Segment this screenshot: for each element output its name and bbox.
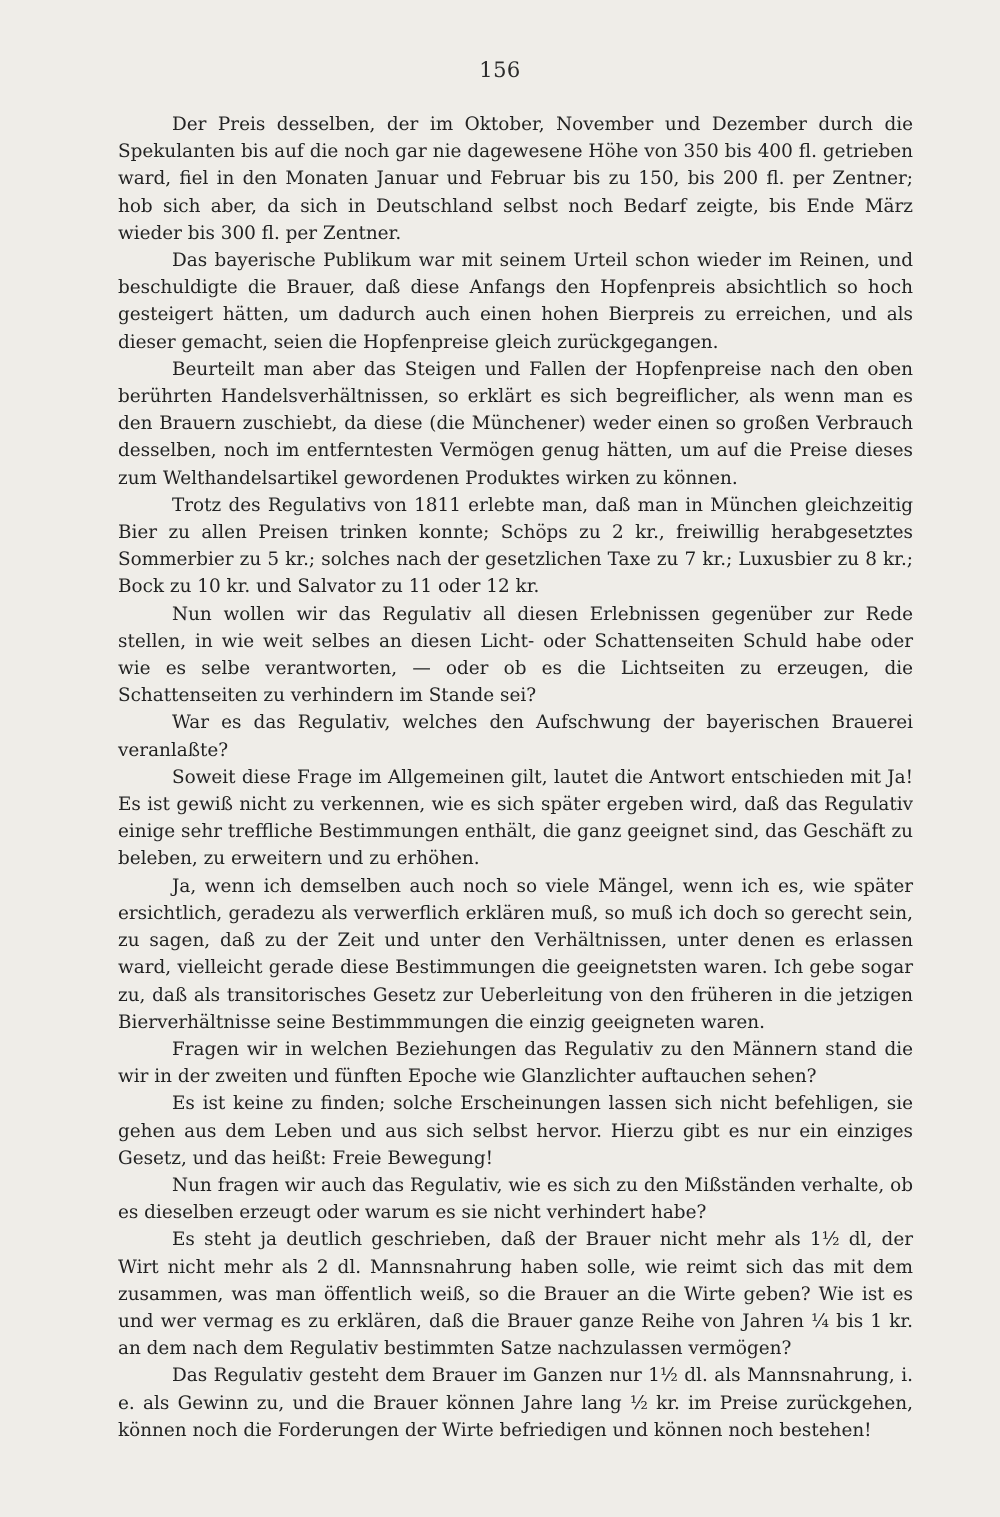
paragraph: Soweit diese Frage im Allgemeinen gilt, lautet die Antwort entschieden mit Ja! Es ist gewiß nicht zu verkennen, wie es sich später ergeben wird, daß das Regulativ einige sehr treffliche Bestimmungen enthält, die ganz geeignet sind, das Geschäft zu beleben, zu erweitern und zu erhöhen. [118, 766, 913, 870]
paragraph: Das bayerische Publikum war mit seinem Urteil schon wieder im Reinen, und beschuldigte die Brauer, daß diese Anfangs den Hopfenpreis absichtlich so hoch gesteigert hätten, um dadurch auch einen hohen Bierpreis zu erreichen, und als dieser gemacht, seien die Hopfenpreise gleich zurückgegangen. [118, 250, 913, 353]
paragraph: War es das Regulativ, welches den Aufschwung der bayerischen Brauerei veranlaßte? [118, 712, 913, 761]
paragraph: Der Preis desselben, der im Oktober, November und Dezember durch die Spekulanten bis auf die noch gar nie dagewesene Höhe von 350 bis 400 fl. getrieben ward, fiel in den Monaten Januar und Februar bis zu 150, bis 200 fl. per Zentner; hob sich aber, da sich in Deutschland selbst noch Bedarf zeigte, bis Ende März wieder bis 300 fl. per Zentner. [118, 114, 913, 244]
paragraph: Nun wollen wir das Regulativ all diesen Erlebnissen gegenüber zur Rede stellen, in wie weit selbes an diesen Licht- oder Schattenseiten Schuld habe oder wie es selbe verantworten, — oder ob es die Lichtseiten zu erzeugen, die Schattenseiten zu verhindern im Stande sei? [118, 603, 913, 707]
paragraph: Fragen wir in welchen Beziehungen das Regulativ zu den Männern stand die wir in der zweiten und fünften Epoche wie Glanzlichter auftauchen sehen? [118, 1038, 913, 1088]
paragraph: Nun fragen wir auch das Regulativ, wie es sich zu den Mißständen verhalte, ob es dieselben erzeugt oder warum es sie nicht verhindert habe? [118, 1174, 913, 1224]
paragraph: Es ist keine zu finden; solche Erscheinungen lassen sich nicht befehligen, sie gehen aus dem Leben und aus sich selbst hervor. Hierzu gibt es nur ein einziges Gesetz, und das heißt: Freie Bewegung! [118, 1093, 913, 1169]
paragraph: Beurteilt man aber das Steigen und Fallen der Hopfenpreise nach den oben berührten Handelsverhältnissen, so erklärt es sich begreiflicher, als wenn man es den Brauern zuschiebt, da diese (die Münchener) weder einen so großen Verbrauch desselben, noch im entferntesten Vermögen genug hätten, um auf die Preise dieses zum Welthandelsartikel gewordenen Produktes wirken zu können. [118, 358, 913, 489]
paragraph: Das Regulativ gesteht dem Brauer im Ganzen nur 1½ dl. als Mannsnahrung, i. e. als Gewinn zu, und die Brauer können Jahre lang ½ kr. im Preise zurückgehen, können noch die Forderungen der Wirte befriedigen und können noch bestehen! [118, 1365, 913, 1441]
paragraph: Trotz des Regulativs von 1811 erlebte man, daß man in München gleichzeitig Bier zu allen Preisen trinken konnte; Schöps zu 2 kr., freiwillig herabgesetztes Sommerbier zu 5 kr.; solches nach der gesetzlichen Taxe zu 7 kr.; Luxusbier zu 8 kr.; Bock zu 10 kr. und Salvator zu 11 oder 12 kr. [118, 494, 913, 598]
paragraph: Es steht ja deutlich geschrieben, daß der Brauer nicht mehr als 1½ dl, der Wirt nicht mehr als 2 dl. Mannsnahrung haben solle, wie reimt sich das mit dem zusammen, was man öffentlich weiß, so die Brauer an die Wirte geben? Wie ist es und wer vermag es zu erklären, daß die Brauer ganze Reihe von Jahren ¼ bis 1 kr. an dem nach dem Regulativ bestimmten Satze nachzulassen vermögen? [118, 1229, 913, 1360]
paragraph: Ja, wenn ich demselben auch noch so viele Mängel, wenn ich es, wie später ersichtlich, geradezu als verwerflich erklären muß, so muß ich doch so gerecht sein, zu sagen, daß zu der Zeit und unter den Verhältnissen, unter denen es erlassen ward, vielleicht gerade diese Bestimmungen die geeignetsten waren. Ich gebe sogar zu, daß als transitorisches Gesetz zur Ueberleitung von den früheren in die jetzigen Bierverhältnisse seine Bestimmmungen die einzig geeigneten waren. [118, 875, 913, 1033]
body-text [118, 111, 913, 1444]
page-number: 156 [479, 58, 521, 82]
